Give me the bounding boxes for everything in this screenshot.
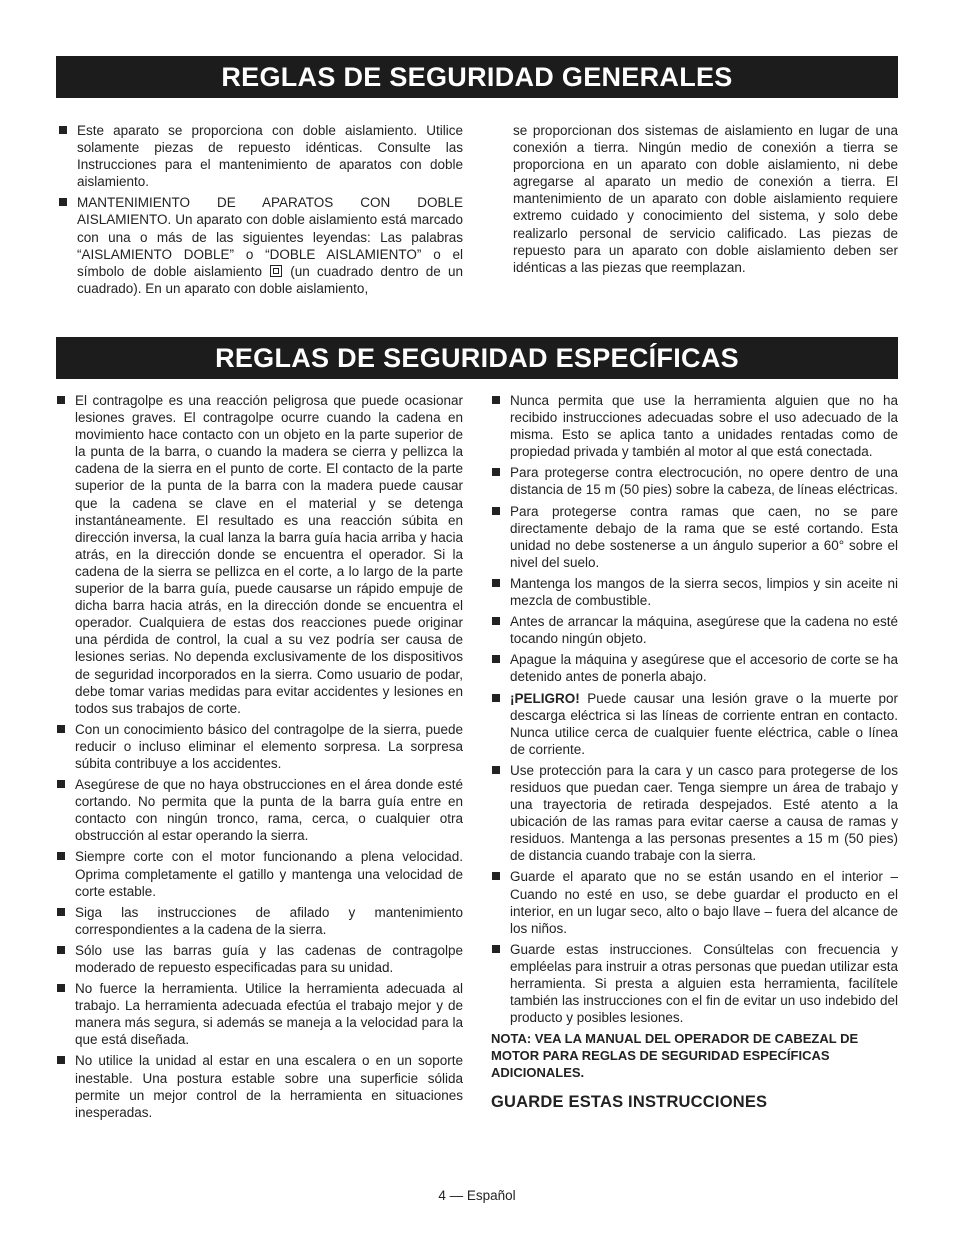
list-item — [491, 690, 898, 758]
list-item-text: Sólo use las barras guía y las cadenas de contragolpe moderado de repuesto especificadas para su unidad. — [75, 942, 463, 975]
bullet-square-icon — [57, 396, 65, 404]
general-left-column — [58, 122, 463, 301]
bullet-square-icon — [57, 1056, 65, 1064]
list-item-text: Con un conocimiento básico del contragolpe de la sierra, puede reducir o incluso eliminar el elemento sorpresa. La sorpresa súbita contribuye a los accidentes. — [75, 721, 463, 771]
list-item — [58, 194, 463, 297]
list-item — [56, 904, 463, 938]
list-item — [491, 575, 898, 609]
list-item-text: Guarde el aparato que no se están usando en el interior – Cuando no esté en uso, se debe guardar el producto en el interior, en un lugar seco, alto o bajo llave – fuera del alcance de los niños. — [510, 869, 898, 936]
list-item-text: Mantenga los mangos de la sierra secos, limpios y sin aceite ni mezcla de combustible. — [510, 575, 898, 609]
general-right-column — [513, 122, 898, 280]
bullet-square-icon — [57, 780, 65, 788]
list-item-text: Apague la máquina y asegúrese que el accesorio de corte se ha detenido antes de ponerla abajo. — [510, 652, 898, 685]
list-item — [56, 1052, 463, 1120]
bullet-square-icon — [57, 984, 65, 992]
list-item-text: Este aparato se proporciona con doble aislamiento. Utilice solamente piezas de repuesto idénticas. Consulte las Instrucciones para el mantenimiento de aparatos con doble aislamiento. — [77, 123, 463, 190]
list-item — [491, 762, 898, 865]
list-item — [491, 941, 898, 1026]
list-item-text: MANTENIMIENTO DE APARATOS CON DOBLE AISLAMIENTO. Un aparato con doble aislamiento está marcado con una o más de las siguientes leyendas: Las palabras “AISLAMIENTO DOBLE” o “DOBLE AISLAMIENTO” o el símbolo de doble aislamiento — [77, 195, 463, 279]
list-item-text: Siempre corte con el motor funcionando a plena velocidad. Oprima completamente el gatillo y mantenga una velocidad de corte estable. — [75, 849, 463, 899]
specific-left-column — [56, 392, 463, 1125]
list-item — [56, 776, 463, 844]
page-footer: 4 — Español — [438, 1188, 516, 1203]
list-item — [56, 942, 463, 976]
list-item-text: Para protegerse contra ramas que caen, no se pare directamente debajo de la rama que se esté cortando. Esta unidad no debe sostenerse a un ángulo superior a 60° sobre el nivel del suelo. — [510, 503, 898, 570]
list-item — [56, 980, 463, 1048]
bullet-square-icon — [57, 946, 65, 954]
list-item — [491, 503, 898, 571]
list-item — [491, 651, 898, 685]
list-item — [491, 613, 898, 647]
bullet-square-icon — [57, 725, 65, 733]
bullet-square-icon — [492, 872, 500, 880]
bullet-square-icon — [492, 396, 500, 404]
list-item-text-cont: (un cuadrado dentro de un cuadrado). En un aparato con doble aislamiento, — [77, 263, 463, 296]
bullet-square-icon — [492, 579, 500, 587]
bullet-square-icon — [492, 694, 500, 702]
bullet-square-icon — [492, 617, 500, 625]
bullet-square-icon — [59, 198, 67, 206]
save-instructions-heading: GUARDE ESTAS INSTRUCCIONES — [491, 1093, 768, 1112]
list-item-text: Siga las instrucciones de afilado y mantenimiento correspondientes a la cadena de la sierra. — [75, 904, 463, 937]
list-item — [491, 464, 898, 498]
list-item — [491, 868, 898, 936]
section-title-general: REGLAS DE SEGURIDAD GENERALES — [221, 61, 733, 92]
list-item-text: Para protegerse contra electrocución, no opere dentro de una distancia de 15 m (50 pies) sobre la cabeza, de líneas eléctricas. — [510, 465, 898, 498]
section-banner-general — [56, 56, 898, 98]
list-item-text: Puede causar una lesión grave o la muerte por descarga eléctrica si las líneas de corriente entran en contacto. Nunca utilice cerca de cualquier fuente eléctrica, cable o línea de corriente. — [510, 690, 898, 757]
bullet-square-icon — [492, 468, 500, 476]
list-item — [58, 122, 463, 190]
list-item — [56, 721, 463, 772]
note-text: NOTA: VEA LA MANUAL DEL OPERADOR DE CABEZAL DE MOTOR PARA REGLAS DE SEGURIDAD ESPECÍFICAS ADICIONALES. — [491, 1031, 859, 1081]
section-banner-specific — [56, 337, 898, 379]
list-item-text: Guarde estas instrucciones. Consúltelas con frecuencia y empléelas para instruir a otras personas que puedan utilizar esta herramienta. Si presta a alguien esta herramienta, facilítele también las instrucciones con el fin de evitar un uso indebido del producto y posibles lesiones. — [510, 941, 898, 1026]
list-item — [56, 392, 463, 717]
bullet-square-icon — [492, 655, 500, 663]
bullet-square-icon — [57, 852, 65, 860]
list-item-text: Use protección para la cara y un casco para protegerse de los residuos que puedan caer. Tenga siempre un área de trabajo y una trayectoria de retirada despejados. Esté atento a la ubicación de las ramas para evitar caerse a causa de ramas y residuos. Mantenga a las personas presentes a 15 m (50 pies) de distancia cuando trabaje con la sierra. — [510, 762, 898, 864]
list-item-text: No utilice la unidad al estar en una escalera o en un soporte inestable. Una postura estable sobre una superficie sólida permite un mejor control de la herramienta en situaciones inesperadas. — [75, 1053, 463, 1120]
double-insulation-symbol-icon — [270, 265, 282, 277]
specific-right-column — [491, 392, 898, 1111]
list-item-text: Nunca permita que use la herramienta alguien que no ha recibido instrucciones adecuadas sobre el uso adecuado de la misma. Esto se aplica tanto a unidades rentadas como de propiedad privada y también al motor al que está conectada. — [510, 393, 898, 460]
list-item — [56, 848, 463, 899]
list-item-text: El contragolpe es una reacción peligrosa que puede ocasionar lesiones graves. El contragolpe ocurre cuando la cadena en movimiento hace contacto con un objeto en la parte superior de la punta de la barra, o cuando la madera se cierra y pellizca la cadena de la sierra en el punto de corte. El contacto de la parte superior de la punta de la barra con la madera puede causar que la cadena se clave en el material y se detenga instantáneamente. El resultado es una reacción súbita en dirección inversa, la cual lanza la barra guía hacia arriba y hacia atrás, en la dirección donde se encuentra el operador. Si la cadena de la sierra se pellizca en el corte, a lo largo de la parte superior de la barra guía, puede causarse un rápido empuje de dicha barra hacia atrás, en la dirección donde se encuentra el operador. Cualquiera de estas dos reacciones puede originar una pérdida de control, la cual a su vez podría ser causa de lesiones serias. No dependa exclusivamente de los dispositivos de seguridad incorporados en la sierra. Como usuario de podar, debe tomar varias medidas para evitar accidentes y lesiones en todos sus trabajos de corte. — [75, 393, 463, 716]
bullet-square-icon — [57, 908, 65, 916]
bullet-square-icon — [492, 945, 500, 953]
danger-label: ¡PELIGRO! — [510, 690, 580, 706]
paragraph: se proporcionan dos sistemas de aislamiento en lugar de una conexión a tierra. Ningún medio de conexión a tierra se proporciona en un aparato con doble aislamiento, ni debe agregarse al aparato un medio de conexión a tierra. El mantenimiento de un aparato con doble aislamiento requiere extremo cuidado y conocimiento del sistema, y solo debe realizarlo personal de servicio calificado. Las piezas de repuesto para un aparato con doble aislamiento deben ser idénticas a las piezas que reemplazan. — [513, 123, 898, 275]
list-item-text: Antes de arrancar la máquina, asegúrese que la cadena no esté tocando ningún objeto. — [510, 614, 898, 647]
list-item — [491, 392, 898, 460]
list-item-text: No fuerce la herramienta. Utilice la herramienta adecuada al trabajo. La herramienta adecuada efectúa el trabajo mejor y de manera más segura, si además se maneja a la velocidad para la que está diseñada. — [75, 981, 463, 1048]
bullet-square-icon — [492, 507, 500, 515]
list-item-text: Asegúrese de que no haya obstrucciones en el área donde esté cortando. No permita que la punta de la barra guía entre en contacto con ningún tronco, rama, cerca, o cualquier otra obstrucción al estar operando la sierra. — [75, 777, 463, 844]
section-title-specific: REGLAS DE SEGURIDAD ESPECÍFICAS — [215, 342, 739, 373]
bullet-square-icon — [492, 766, 500, 774]
bullet-square-icon — [59, 126, 67, 134]
